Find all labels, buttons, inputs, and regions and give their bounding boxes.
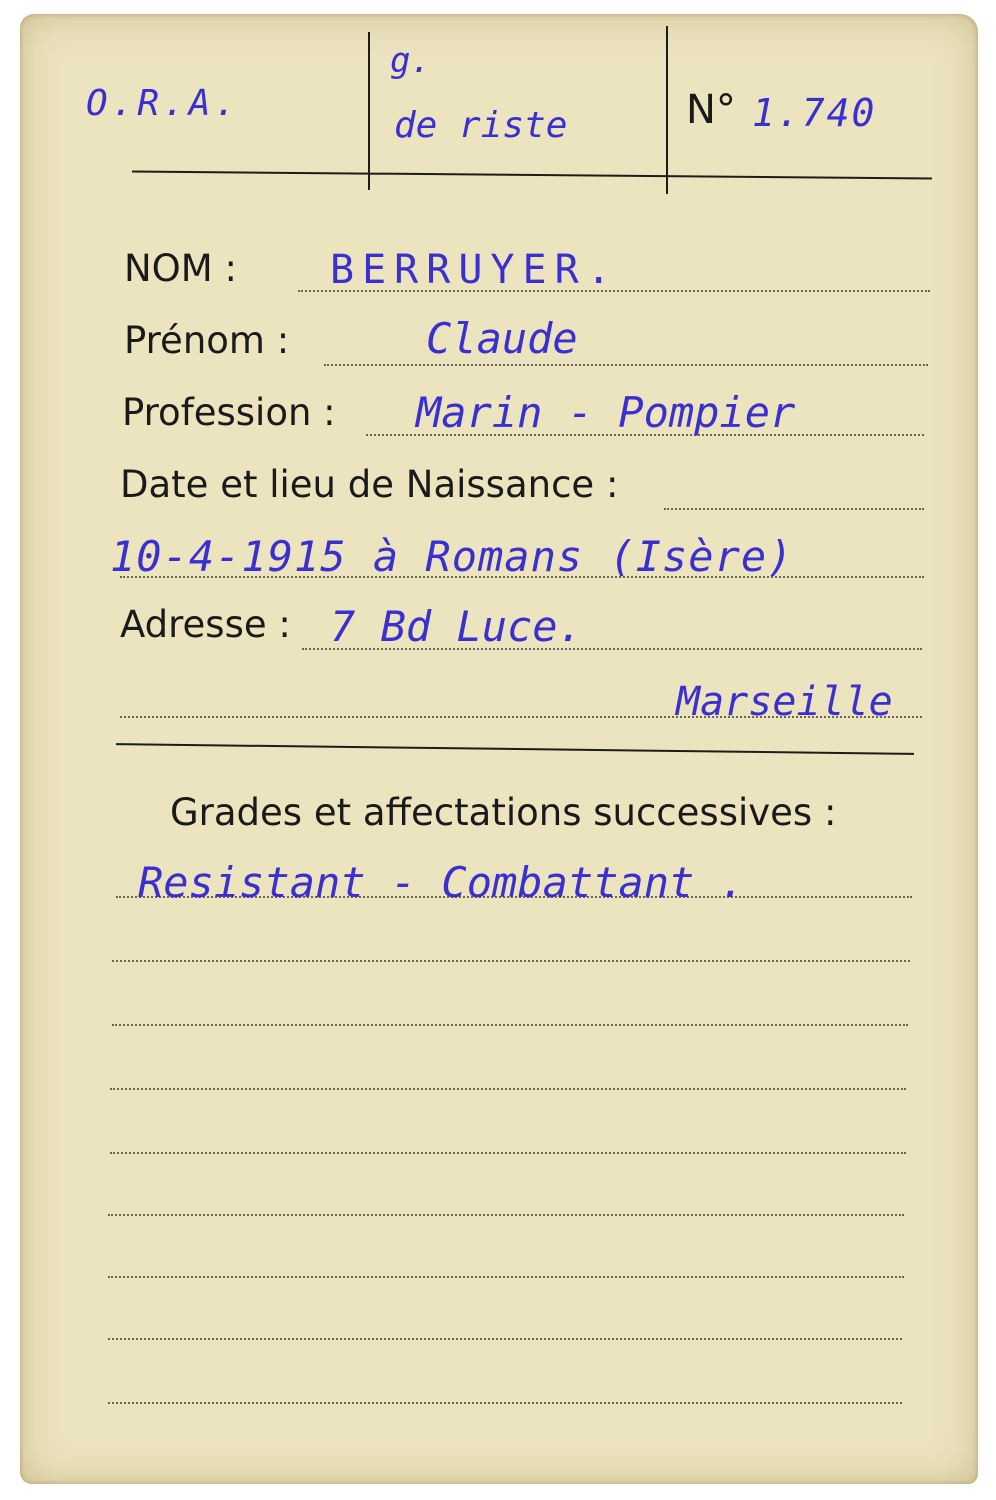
number-label: N° <box>686 87 736 133</box>
grades-line-8 <box>108 1338 902 1340</box>
naissance-value: 10-4-1915 à Romans (Isère) <box>110 532 794 581</box>
grades-line-6 <box>108 1214 904 1216</box>
adresse-label: Adresse : <box>120 603 291 646</box>
section-rule <box>116 743 914 755</box>
prenom-value: Claude <box>426 314 578 363</box>
nom-value: BERRUYER. <box>330 247 619 293</box>
adresse-value: 7 Bd Luce. <box>330 602 583 651</box>
grades-line-5 <box>110 1152 906 1154</box>
membership-card <box>20 14 978 1484</box>
profession-label: Profession : <box>122 391 336 434</box>
prenom-dotted-line <box>324 364 928 366</box>
category-line1: g. <box>390 41 431 81</box>
header-divider-left <box>368 32 370 190</box>
number-value: 1.740 <box>752 91 877 135</box>
profession-value: Marin - Pompier <box>416 388 796 437</box>
header-rule <box>132 171 932 180</box>
naissance-label: Date et lieu de Naissance : <box>120 463 619 506</box>
grades-heading: Grades et affectations successives : <box>170 791 837 834</box>
prenom-label: Prénom : <box>124 319 290 362</box>
adresse-value-2: Marseille <box>676 679 893 725</box>
grades-line-2 <box>112 960 910 962</box>
grades-line-4 <box>110 1088 906 1090</box>
unit-text: O.R.A. <box>86 83 241 124</box>
grades-line-3 <box>112 1024 908 1026</box>
nom-label: NOM : <box>124 247 237 290</box>
header-divider-right <box>666 26 668 194</box>
grades-line-7 <box>108 1276 904 1278</box>
naissance-dotted-line <box>664 508 924 510</box>
category-line2: de riste <box>394 105 568 146</box>
grades-entry-1: Resistant - Combattant . <box>138 858 745 907</box>
grades-line-9 <box>108 1402 902 1404</box>
